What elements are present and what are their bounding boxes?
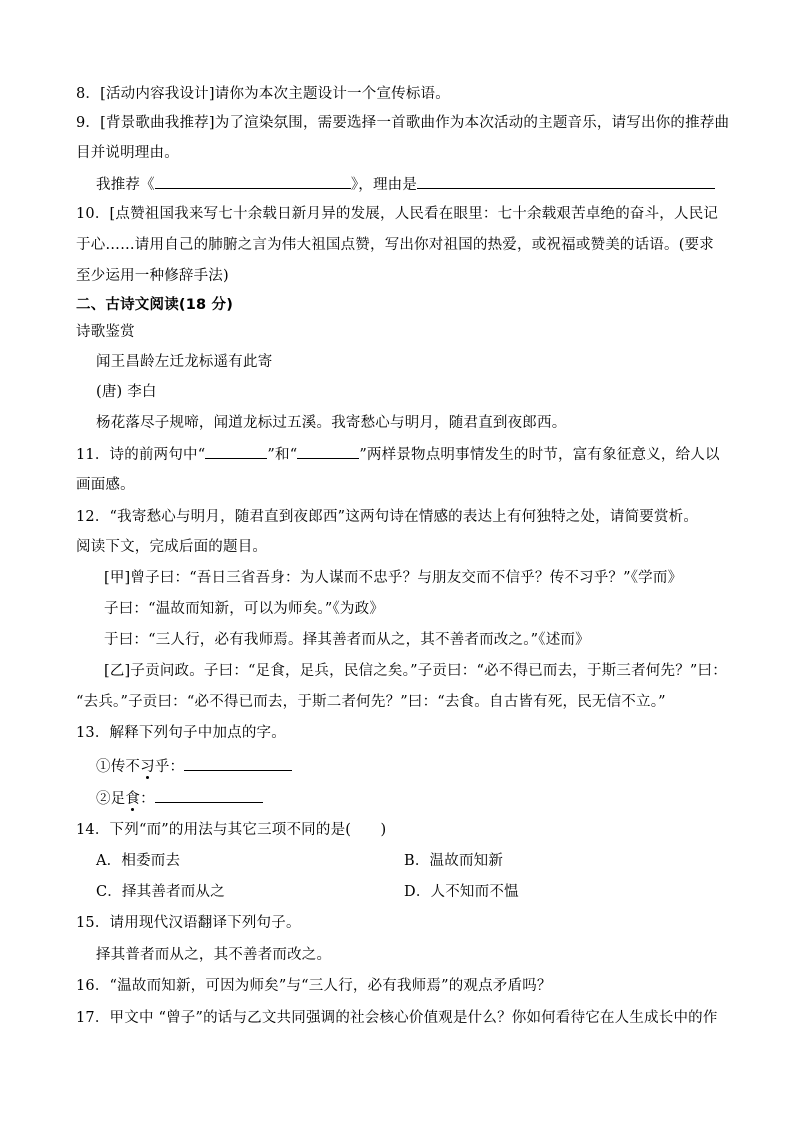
option-d[interactable]: D．人不知而不愠 <box>404 884 519 900</box>
question-12: 12．“我寄愁心与明月，随君直到夜郎西”这两句诗在情感的表达上有何独特之处，请简要赏析。 <box>76 509 699 525</box>
q11-blank-2[interactable] <box>297 444 359 459</box>
text-jia-line1: [甲]曾子曰：“吾日三省吾身：为人谋而不忠乎？与朋友交而不信乎？传不习乎？”《学而》 <box>104 570 683 586</box>
question-10-line2: 于心……请用自己的肺腑之言为伟大祖国点赞，写出你对祖国的热爱，或祝福或赞美的话语。(要求 <box>76 237 714 253</box>
poem-title: 闻王昌龄左迁龙标遥有此寄 <box>96 354 273 370</box>
q13-blank-2[interactable] <box>155 788 263 803</box>
question-9-line1: 9．[背景歌曲我推荐]为了渲染氛围，需要选择一首歌曲作为本次活动的主题音乐，请写出你的推荐曲 <box>76 115 730 131</box>
reading-intro: 阅读下文，完成后面的题目。 <box>76 539 268 555</box>
q13-item1-dotted-char: 习 <box>140 759 155 775</box>
section-2-title: 二、古诗文阅读(18 分) <box>76 297 234 313</box>
text-jia-line3: 于曰：“三人行，必有我师焉。择其善者而从之，其不善者而改之。”《述而》 <box>104 632 590 648</box>
question-17: 17．甲文中 “曾子”的话与乙文共同强调的社会核心价值观是什么？你如何看待它在人生成长中的作 <box>76 1010 718 1026</box>
question-14-options-row1 <box>96 851 756 871</box>
q13-item1-prefix: ①传不 <box>96 759 141 775</box>
text-yi-line1: [乙]子贡问政。子曰：“足食，足兵，民信之矣。”子贡曰：“必不得已而去，于斯三者何先？”曰： <box>104 663 727 679</box>
q13-item2-dotted-char: 食 <box>125 791 141 807</box>
question-11-line2: 画面感。 <box>76 477 135 493</box>
q13-item1-suffix: 乎： <box>154 759 185 775</box>
song-blank[interactable] <box>155 174 351 189</box>
question-10-line3: 至少运用一种修辞手法) <box>76 268 229 284</box>
question-13-item2 <box>96 788 756 809</box>
recommend-mid: 》，理由是 <box>350 177 418 193</box>
question-9-answer-line <box>96 174 756 195</box>
reason-blank[interactable] <box>417 174 715 189</box>
question-13: 13．解释下列句子中加点的字。 <box>76 725 286 741</box>
question-10-line1: 10．[点赞祖国我来写七十余载日新月异的发展，人民看在眼里：七十余载艰苦卓绝的奋斗，人民记 <box>76 206 719 222</box>
question-15: 15．请用现代汉语翻译下列句子。 <box>76 915 301 931</box>
text-jia-line2: 子曰：“温故而知新，可以为师矣。”《为政》 <box>104 601 385 617</box>
q13-item2-suffix: ： <box>140 791 155 807</box>
q11-blank-1[interactable] <box>205 444 267 459</box>
q11-prefix: 11．诗的前两句中“ <box>76 447 206 463</box>
question-15-sentence: 择其普者而从之，其不善者而改之。 <box>96 947 332 963</box>
recommend-prefix: 我推荐《 <box>96 177 155 193</box>
question-14: 14．下列“而”的用法与其它三项不同的是( ) <box>76 822 387 838</box>
poem-text: 杨花落尽子规啼，闻道龙标过五溪。我寄愁心与明月，随君直到夜郎西。 <box>96 415 567 431</box>
option-c[interactable]: C．择其善者而从之 <box>96 884 225 900</box>
question-9-line2: 目并说明理由。 <box>76 145 179 161</box>
text-yi-line2: “去兵。”子贡曰：“必不得已而去，于斯二者何先？”曰：“去食。自古皆有死，民无信不立。” <box>76 694 666 710</box>
option-b[interactable]: B．温故而知新 <box>404 853 504 869</box>
q13-blank-1[interactable] <box>184 756 292 771</box>
question-14-options-row2 <box>96 882 756 902</box>
q11-mid: ”和“ <box>267 447 298 463</box>
question-8: 8．[活动内容我设计]请你为本次主题设计一个宣传标语。 <box>76 86 450 102</box>
q13-item2-prefix: ②足 <box>96 791 126 807</box>
poem-label: 诗歌鉴赏 <box>76 324 135 340</box>
question-13-item1 <box>96 756 756 777</box>
poem-author: (唐) 李白 <box>96 384 157 400</box>
option-a[interactable]: A．相委而去 <box>96 853 181 869</box>
question-16: 16．“温故而知新，可因为师矣”与“三人行，必有我师焉”的观点矛盾吗？ <box>76 978 552 994</box>
q11-suffix: ”两样景物点明事情发生的时节，富有象征意义，给人以 <box>359 447 720 463</box>
question-11-line1 <box>76 444 736 465</box>
